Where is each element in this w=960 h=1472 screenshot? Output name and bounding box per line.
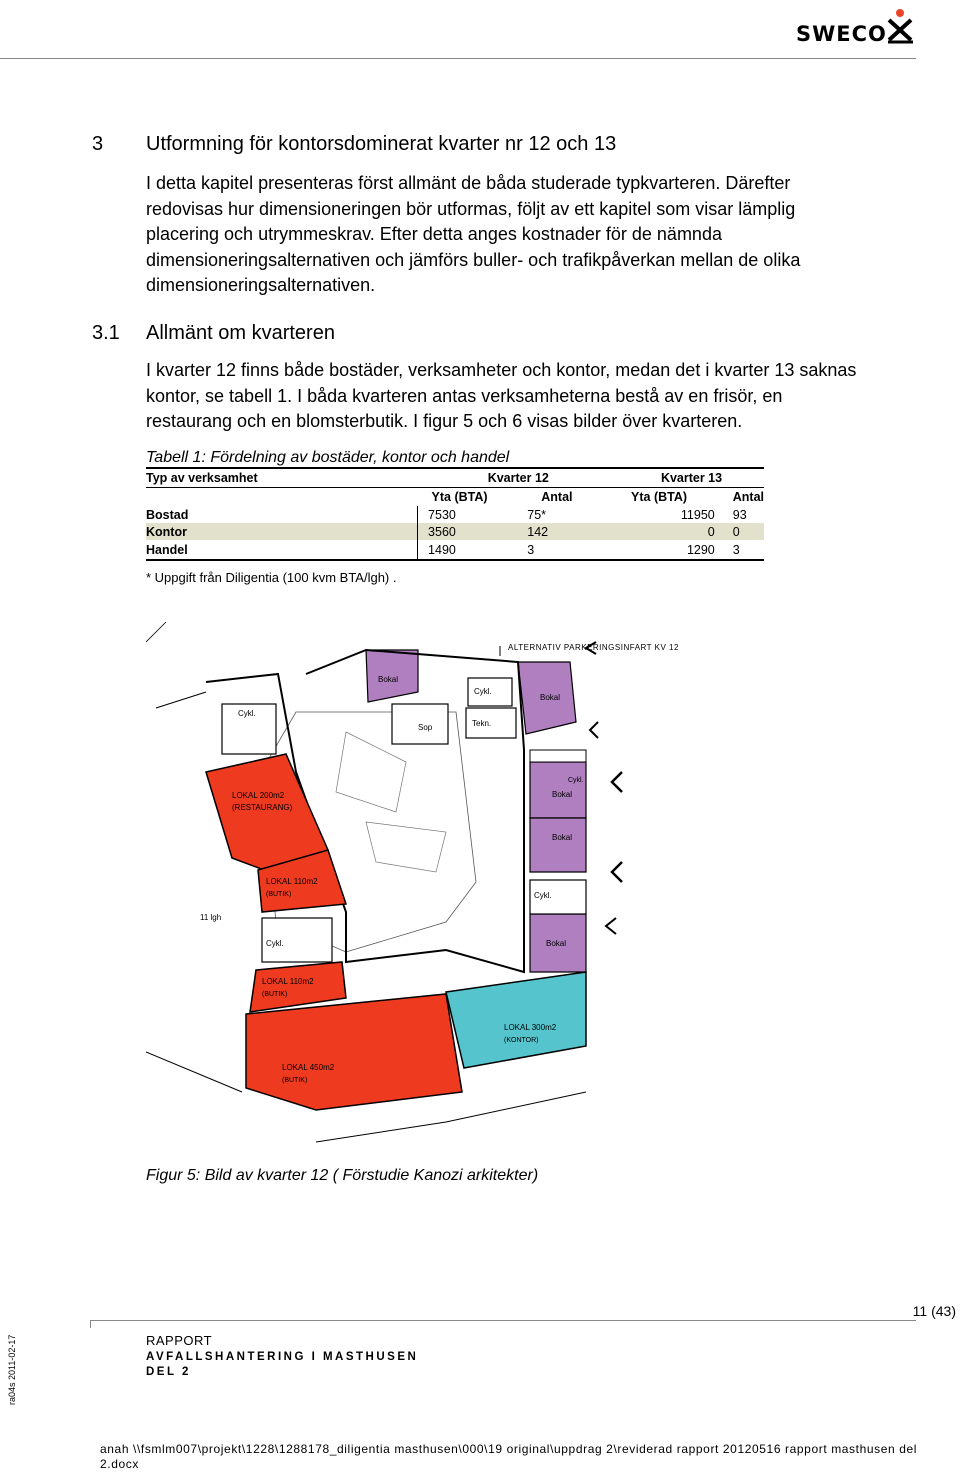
section-title: Utformning för kontorsdominerat kvarter nr 12 och 13 xyxy=(146,133,617,155)
intro-line: redovisas hur dimensioneringen bör utformas, följt av ett kapitel som visar lämplig xyxy=(146,198,796,219)
col-header: Kvarter 12 xyxy=(418,468,619,488)
cell: 142 xyxy=(527,523,619,540)
label-lokal-sub: (BUTIK) xyxy=(262,991,288,998)
label-bokal: Bokal xyxy=(546,939,567,948)
label-lokal-sub: (KONTOR) xyxy=(504,1037,539,1044)
sweco-figure-icon xyxy=(886,8,916,44)
table-caption: Tabell 1: Fördelning av bostäder, kontor och handel xyxy=(146,449,510,466)
col-header: Typ av verksamhet xyxy=(146,468,418,488)
label-bokal: Bokal xyxy=(552,790,573,799)
subheader-cell xyxy=(146,488,418,507)
label-parking: ALTERNATIV PARKERINGSINFART KV 12 xyxy=(508,643,679,652)
cell: 7530 xyxy=(418,506,528,523)
logo-text: SWECO xyxy=(796,22,887,46)
label-cykl: Cykl. xyxy=(534,891,552,900)
distribution-table xyxy=(146,467,764,561)
bostad-right-3 xyxy=(530,914,586,972)
subheader-cell: Antal xyxy=(732,490,764,504)
header-rule xyxy=(0,58,916,59)
cell: 1290 xyxy=(619,540,733,560)
subsection-title: Allmänt om kvarteren xyxy=(146,322,335,344)
intro-line: dimensioneringsalternativen. xyxy=(146,275,376,295)
label-cykl: Cykl. xyxy=(266,939,284,948)
body-line: I kvarter 12 finns både bostäder, verksamheter och kontor, medan det i kvarter 13 saknas xyxy=(146,360,857,380)
label-cykl: Cykl. xyxy=(238,709,256,718)
row-label: Kontor xyxy=(146,523,418,540)
cell: 11950 xyxy=(680,507,715,522)
table-subheader-row xyxy=(146,488,764,507)
cell: 1490 xyxy=(418,540,528,560)
row-label: Handel xyxy=(146,540,418,560)
label-lokal: LOKAL 200m2 xyxy=(232,791,285,800)
footer-rule xyxy=(90,1320,916,1321)
label-lokal: LOKAL 450m2 xyxy=(282,1063,335,1072)
label-lokal: LOKAL 300m2 xyxy=(504,1023,557,1032)
report-label: RAPPORT xyxy=(146,1333,213,1348)
table-row xyxy=(146,523,764,540)
subheader-cell: Antal xyxy=(541,490,573,504)
label-tekn: Tekn. xyxy=(472,719,492,728)
label-lokal-sub: (BUTIK) xyxy=(282,1077,308,1084)
subsection-body xyxy=(146,358,926,435)
label-lokal-sub: (RESTAURANG) xyxy=(232,803,293,812)
section-number: 3 xyxy=(92,133,104,155)
intro-line: placering och utrymmeskrav. Efter detta anges kostnader för de nämnda xyxy=(146,224,722,244)
subsection-number: 3.1 xyxy=(92,322,120,344)
cell: 3 xyxy=(733,540,764,560)
bostad-right-2 xyxy=(530,818,586,872)
file-path: anah \\fsmlm007\projekt\1228\1288178_diligentia masthusen\000\19 original\uppdrag 2\reviderad rapport 20120516 rapport masthusen del 2.docx xyxy=(100,1442,918,1471)
cell: 3560 xyxy=(418,523,528,540)
table-row xyxy=(146,540,764,560)
label-bokal: Bokal xyxy=(540,693,561,702)
label-cykl: Cykl. xyxy=(568,777,584,784)
sweco-logo xyxy=(796,8,916,48)
cell: 0 xyxy=(733,523,764,540)
section-intro xyxy=(146,171,926,299)
col-header: Kvarter 13 xyxy=(619,468,764,488)
table-header-row xyxy=(146,468,764,488)
label-lokal: LOKAL 110m2 xyxy=(266,877,318,886)
figure-caption: Figur 5: Bild av kvarter 12 ( Förstudie Kanozi arkitekter) xyxy=(146,1167,539,1184)
bostad-right-1 xyxy=(530,762,586,818)
footer-rule-tick xyxy=(90,1320,91,1328)
cell: 3 xyxy=(527,540,619,560)
table-note: * Uppgift från Diligentia (100 kvm BTA/lgh) . xyxy=(146,570,397,585)
lokal-butik-450 xyxy=(246,994,462,1110)
label-sop: Sop xyxy=(418,723,433,732)
subheader-cell: Yta (BTA) xyxy=(631,490,688,504)
body-line: restaurang och en blomsterbutik. I figur 5 och 6 visas bilder över kvarteren. xyxy=(146,411,743,431)
table-row xyxy=(146,506,764,523)
label-bokal: Bokal xyxy=(378,675,399,684)
intro-line: dimensioneringsalternativen och jämförs buller- och trafikpåverkan mellan de olika xyxy=(146,249,801,270)
label-lokal-sub: (BUTIK) xyxy=(266,891,292,898)
cell: 93 xyxy=(732,507,747,522)
cell: 75* xyxy=(527,507,547,522)
page-number: 11 (43) xyxy=(912,1303,956,1319)
label-lokal: LOKAL 110m2 xyxy=(262,977,314,986)
label-lgh: 11 lgh xyxy=(200,913,222,922)
intro-line: I detta kapitel presenteras först allmänt de båda studerade typkvarteren. Därefter xyxy=(146,173,791,193)
report-part: DEL 2 xyxy=(146,1366,191,1378)
row-label: Bostad xyxy=(146,507,189,522)
bostad-top-right xyxy=(518,662,576,734)
body-line: kontor, se tabell 1. I båda kvarteren antas verksamheterna bestå av en frisör, en xyxy=(146,385,783,406)
label-cykl: Cykl. xyxy=(474,687,492,696)
label-bokal: Bokal xyxy=(552,833,573,842)
template-code: ra04s 2011-02-17 xyxy=(7,1334,17,1405)
report-title: AVFALLSHANTERING I MASTHUSEN xyxy=(146,1351,419,1363)
cell: 0 xyxy=(619,523,733,540)
floor-plan xyxy=(146,622,706,1144)
subheader-cell: Yta (BTA) xyxy=(431,490,488,504)
